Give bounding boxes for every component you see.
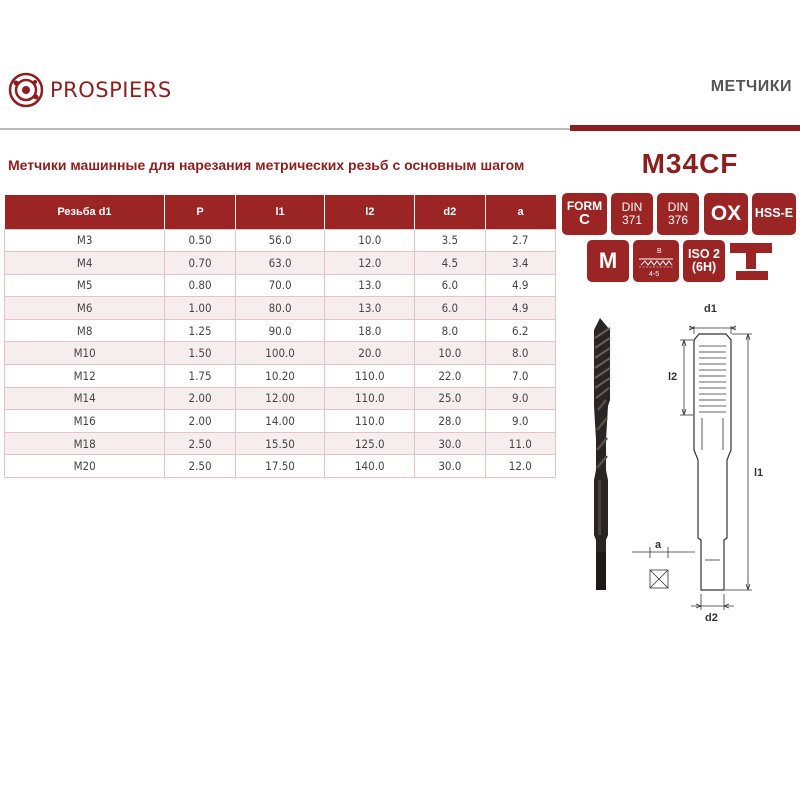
coolant-icon [729, 240, 773, 282]
table-cell: 0.80 [165, 274, 235, 297]
table-cell: 28.0 [415, 410, 485, 433]
header-divider [0, 128, 570, 130]
dim-l1-label: l1 [754, 467, 764, 479]
table-cell: 110.0 [325, 410, 415, 433]
table-cell: 11.0 [485, 432, 555, 455]
table-cell: 0.50 [165, 229, 235, 252]
table-cell: 2.50 [165, 455, 235, 478]
dim-a-label: a [655, 539, 662, 551]
dim-d1-label: d1 [704, 303, 717, 315]
table-cell: 30.0 [415, 432, 485, 455]
table-cell: 140.0 [325, 455, 415, 478]
table-cell: M4 [5, 252, 165, 275]
table-cell: 18.0 [325, 319, 415, 342]
table-row [5, 252, 556, 275]
tap-drawing [570, 290, 800, 630]
table-cell: 63.0 [235, 252, 325, 275]
chamfer-badge-threads: 4-5 [649, 271, 660, 278]
table-cell: 56.0 [235, 229, 325, 252]
table-cell: 2.50 [165, 432, 235, 455]
tolerance-badge-value: (6H) [691, 260, 717, 274]
table-cell: M6 [5, 297, 165, 320]
column-header: a [485, 195, 555, 229]
table-cell: 4.9 [485, 274, 555, 297]
din371-badge-value: 371 [621, 213, 643, 227]
table-cell: 6.0 [415, 297, 485, 320]
table-cell: 15.50 [235, 432, 325, 455]
din376-badge [657, 193, 699, 235]
table-row [5, 319, 556, 342]
tap-photo [594, 318, 610, 590]
table-cell: 110.0 [325, 365, 415, 388]
table-cell: M3 [5, 229, 165, 252]
table-cell: M20 [5, 455, 165, 478]
table-cell: 0.70 [165, 252, 235, 275]
table-cell: 10.0 [415, 342, 485, 365]
column-header: l2 [325, 195, 415, 229]
table-row [5, 342, 556, 365]
tap-outline [694, 334, 731, 590]
spec-table [4, 195, 556, 478]
table-cell: M16 [5, 410, 165, 433]
table-cell: 2.7 [485, 229, 555, 252]
table-cell: 3.4 [485, 252, 555, 275]
table-cell: 10.0 [325, 229, 415, 252]
material-badge: HSS-E [752, 193, 796, 235]
tolerance-badge [683, 240, 725, 282]
table-cell: 17.50 [235, 455, 325, 478]
table-cell: 70.0 [235, 274, 325, 297]
table-row [5, 432, 556, 455]
table-cell: 6.2 [485, 319, 555, 342]
din371-badge [611, 193, 653, 235]
table-cell: 12.0 [485, 455, 555, 478]
brand-logo [8, 70, 172, 110]
page-title: Метчики машинные для нарезания метрических резьб с основным шагом [8, 157, 525, 173]
table-header-row [5, 195, 556, 229]
tolerance-badge-label: ISO 2 [688, 246, 720, 261]
table-cell: 2.00 [165, 387, 235, 410]
table-row [5, 274, 556, 297]
table-row [5, 387, 556, 410]
table-cell: 12.00 [235, 387, 325, 410]
table-cell: 9.0 [485, 410, 555, 433]
table-cell: 6.0 [415, 274, 485, 297]
table-cell: 3.5 [415, 229, 485, 252]
table-cell: M18 [5, 432, 165, 455]
dimension-lines [632, 326, 752, 610]
din376-badge-value: 376 [667, 213, 689, 227]
table-cell: 13.0 [325, 297, 415, 320]
form-badge-label: FORM [566, 198, 603, 213]
table-cell: 80.0 [235, 297, 325, 320]
dimension-labels [655, 303, 763, 624]
page-category: МЕТЧИКИ [710, 78, 792, 95]
column-header: P [165, 195, 235, 229]
table-row [5, 297, 556, 320]
table-cell: 110.0 [325, 387, 415, 410]
table-body [5, 229, 556, 478]
table-cell: 2.00 [165, 410, 235, 433]
table-cell: 30.0 [415, 455, 485, 478]
table-cell: 1.00 [165, 297, 235, 320]
coolant-badge [729, 240, 773, 282]
column-header: d2 [415, 195, 485, 229]
dim-d2-label: d2 [705, 612, 718, 624]
form-badge [562, 193, 607, 235]
form-badge-value: C [579, 211, 590, 229]
model-code: M34CF [641, 148, 739, 179]
table-cell: 4.9 [485, 297, 555, 320]
table-cell: 12.0 [325, 252, 415, 275]
dim-l2-label: l2 [668, 371, 678, 383]
chamfer-badge-form: B [657, 248, 662, 255]
table-cell: M5 [5, 274, 165, 297]
chamfer-icon [635, 243, 677, 279]
table-cell: M8 [5, 319, 165, 342]
chamfer-badge [633, 240, 679, 282]
column-header: Резьба d1 [5, 195, 165, 229]
column-header: l1 [235, 195, 325, 229]
brand-name: PROSPIERS [50, 78, 172, 102]
table-row [5, 229, 556, 252]
table-cell: 90.0 [235, 319, 325, 342]
table-cell: 1.75 [165, 365, 235, 388]
table-cell: 25.0 [415, 387, 485, 410]
table-cell: 10.20 [235, 365, 325, 388]
table-cell: 125.0 [325, 432, 415, 455]
table-cell: 13.0 [325, 274, 415, 297]
table-row [5, 410, 556, 433]
table-cell: 7.0 [485, 365, 555, 388]
table-cell: 9.0 [485, 387, 555, 410]
din371-badge-label: DIN [621, 200, 643, 215]
coating-badge: OX [704, 193, 748, 235]
table-cell: 8.0 [415, 319, 485, 342]
thread-type-badge: M [587, 240, 629, 282]
din376-badge-label: DIN [667, 200, 689, 215]
table-cell: M10 [5, 342, 165, 365]
brand-logo-icon [8, 72, 44, 108]
table-row [5, 455, 556, 478]
table-cell: 20.0 [325, 342, 415, 365]
table-row [5, 365, 556, 388]
table-cell: 8.0 [485, 342, 555, 365]
table-cell: M14 [5, 387, 165, 410]
table-cell: 4.5 [415, 252, 485, 275]
table-cell: M12 [5, 365, 165, 388]
table-cell: 14.00 [235, 410, 325, 433]
table-cell: 100.0 [235, 342, 325, 365]
table-cell: 1.50 [165, 342, 235, 365]
table-cell: 22.0 [415, 365, 485, 388]
table-cell: 1.25 [165, 319, 235, 342]
header-accent-bar [570, 125, 800, 131]
